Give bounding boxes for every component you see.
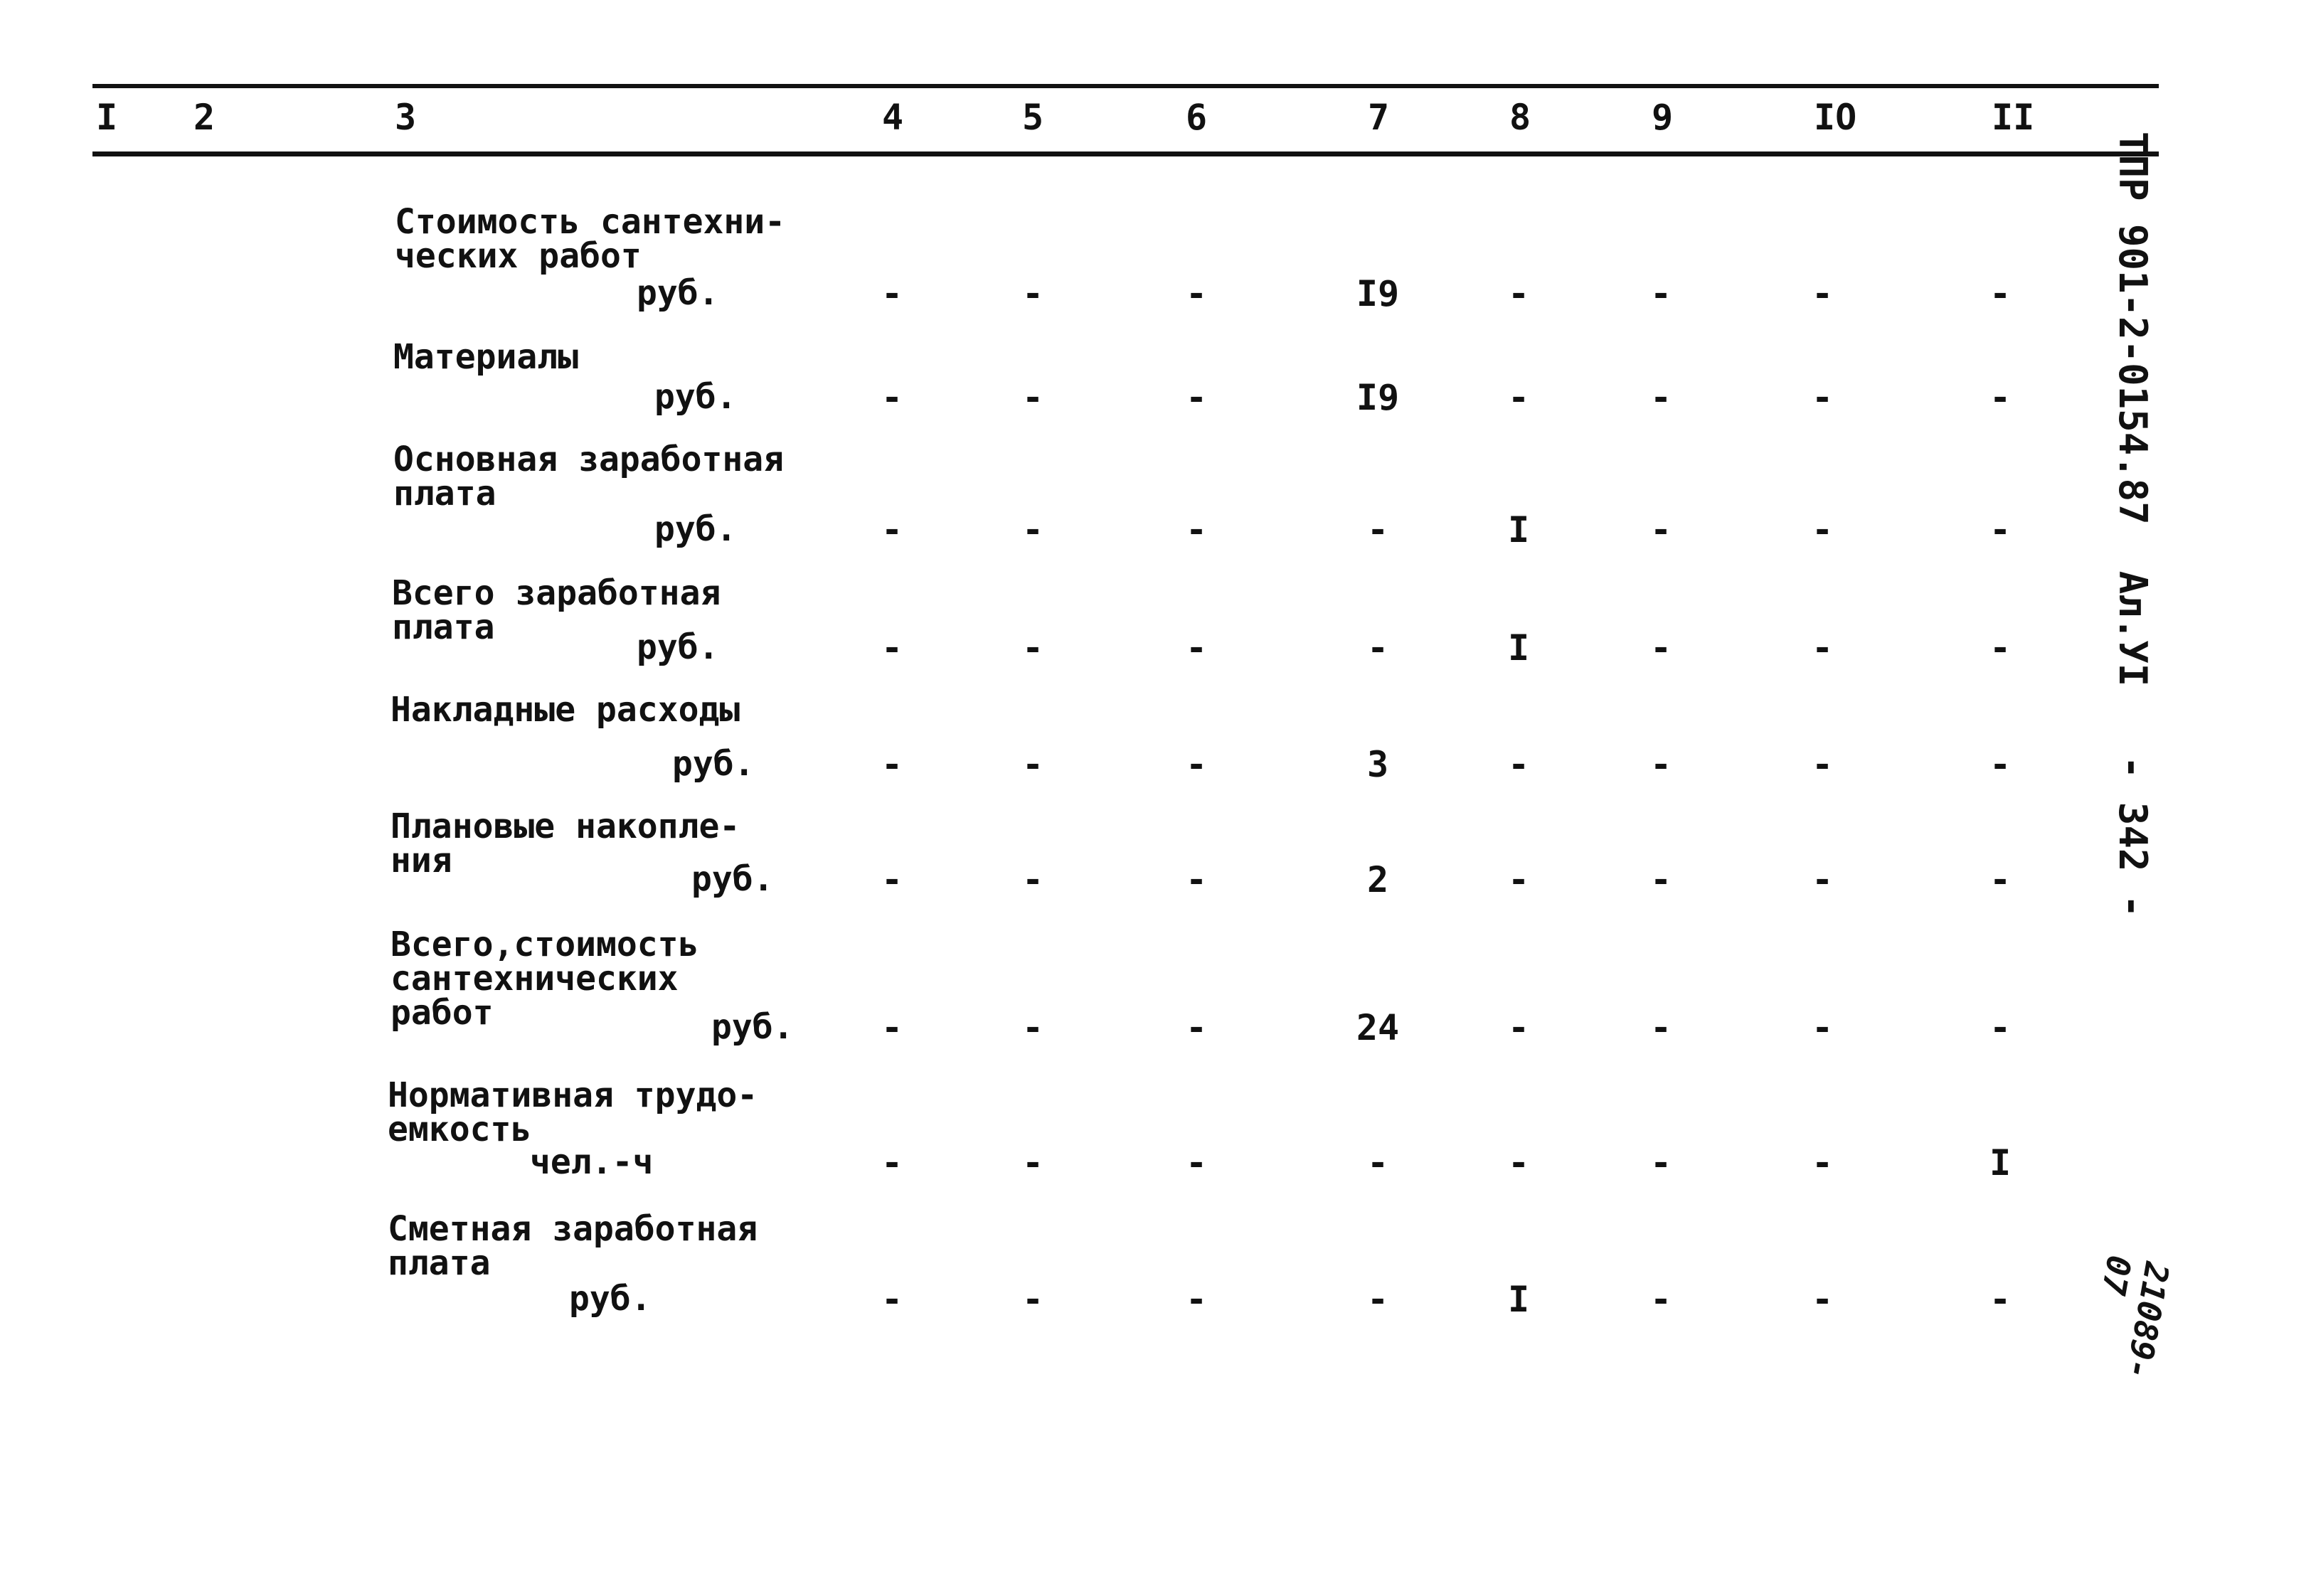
row-unit: руб. — [637, 627, 719, 667]
table-cell: - — [1366, 627, 1389, 669]
table-cell: - — [1649, 1142, 1672, 1183]
row-label: Всего,стоимость сантехнических работ — [391, 925, 699, 1033]
table-cell: - — [1185, 859, 1208, 900]
col-header-6: 6 — [1186, 97, 1208, 138]
table-cell: - — [1021, 1279, 1044, 1320]
table-cell: 24 — [1356, 1007, 1400, 1048]
table-cell: - — [1021, 859, 1044, 900]
row-label: Стоимость сантехни- ческих работ — [395, 202, 786, 276]
table-cell: - — [1649, 627, 1672, 669]
table-cell: - — [1021, 1007, 1044, 1048]
table-cell: - — [1507, 1007, 1530, 1048]
table-cell: - — [1185, 1279, 1208, 1320]
row-unit: руб. — [691, 859, 774, 899]
table-cell: - — [1021, 273, 1044, 314]
inventory-stamp: 21089-07 — [2094, 1252, 2177, 1383]
table-cell: I — [1507, 1279, 1530, 1320]
table-cell: - — [1366, 1142, 1389, 1183]
table-cell: - — [1989, 627, 2012, 669]
table-cell: - — [1649, 1007, 1672, 1048]
table-cell: - — [1649, 509, 1672, 550]
table-cell: I — [1507, 509, 1530, 550]
table-cell: - — [1649, 273, 1672, 314]
table-cell: - — [1507, 1142, 1530, 1183]
table-cell: - — [881, 1142, 903, 1183]
table-cell: - — [1649, 859, 1672, 900]
table-cell: - — [881, 1279, 903, 1320]
row-label: Сметная заработная плата — [388, 1209, 758, 1283]
table-cell: - — [1989, 1007, 2012, 1048]
table-cell: 3 — [1366, 744, 1389, 785]
document-code: ТПР 901-2-0154.87 Ал.УI - 342 - — [2110, 132, 2155, 918]
row-label: Плановые накопле- ния — [391, 807, 740, 881]
table-cell: - — [1507, 859, 1530, 900]
table-cell: - — [1185, 509, 1208, 550]
row-unit: руб. — [654, 509, 737, 549]
table-cell: - — [1649, 1279, 1672, 1320]
table-cell: - — [1989, 273, 2012, 314]
table-cell: - — [1021, 627, 1044, 669]
table-cell: - — [881, 1007, 903, 1048]
table-cell: - — [1811, 627, 1834, 669]
table-cell: - — [1811, 1007, 1834, 1048]
table-cell: - — [1811, 1279, 1834, 1320]
row-unit: руб. — [654, 377, 737, 417]
table-cell: - — [1989, 509, 2012, 550]
table-cell: 2 — [1366, 859, 1389, 900]
table-cell: - — [881, 509, 903, 550]
table-cell: - — [1185, 744, 1208, 785]
col-header-9: 9 — [1652, 97, 1674, 138]
table-cell: - — [1989, 744, 2012, 785]
col-header-11: II — [1992, 97, 2035, 138]
col-header-3: 3 — [395, 97, 417, 138]
row-unit: чел.-ч — [530, 1142, 654, 1182]
col-header-1: I — [96, 97, 118, 138]
table-cell: - — [1989, 377, 2012, 418]
table-cell: - — [881, 859, 903, 900]
table-cell: - — [1021, 1142, 1044, 1183]
col-header-2: 2 — [193, 97, 216, 138]
table-cell: - — [1185, 1142, 1208, 1183]
col-header-8: 8 — [1509, 97, 1531, 138]
table-cell: - — [881, 627, 903, 669]
table-cell: - — [881, 377, 903, 418]
table-cell: - — [1185, 377, 1208, 418]
table-cell: - — [1021, 377, 1044, 418]
table-cell: - — [1507, 273, 1530, 314]
col-header-4: 4 — [882, 97, 904, 138]
row-label: Накладные расходы — [391, 690, 740, 730]
table-cell: - — [1366, 509, 1389, 550]
row-unit: руб. — [711, 1007, 794, 1047]
table-cell: - — [1185, 273, 1208, 314]
row-label: Нормативная трудо- емкость — [388, 1075, 758, 1149]
row-label: Материалы — [393, 337, 579, 377]
col-header-5: 5 — [1022, 97, 1044, 138]
table-cell: - — [1507, 744, 1530, 785]
row-unit: руб. — [637, 273, 719, 313]
table-cell: - — [1811, 1142, 1834, 1183]
col-header-7: 7 — [1368, 97, 1390, 138]
table-cell: - — [1811, 744, 1834, 785]
table-cell: - — [1989, 859, 2012, 900]
row-label: Основная заработная плата — [393, 440, 785, 514]
table-cell: I — [1507, 627, 1530, 669]
col-header-10: IO — [1814, 97, 1857, 138]
table-cell: - — [1811, 273, 1834, 314]
row-label: Всего заработная плата — [392, 573, 721, 647]
table-cell: - — [1811, 377, 1834, 418]
table-cell: I — [1989, 1142, 2012, 1183]
table-cell: I9 — [1356, 273, 1400, 314]
table-cell: I9 — [1356, 377, 1400, 418]
table-cell: - — [1185, 627, 1208, 669]
row-unit: руб. — [672, 744, 755, 784]
table-cell: - — [1811, 509, 1834, 550]
header-rule — [92, 151, 2159, 156]
table-cell: - — [1021, 744, 1044, 785]
table-cell: - — [1366, 1279, 1389, 1320]
table-cell: - — [1507, 377, 1530, 418]
table-cell: - — [1811, 859, 1834, 900]
table-cell: - — [1989, 1279, 2012, 1320]
table-cell: - — [1021, 509, 1044, 550]
table-cell: - — [1649, 377, 1672, 418]
table-cell: - — [1185, 1007, 1208, 1048]
table-cell: - — [1649, 744, 1672, 785]
top-rule — [92, 84, 2159, 88]
table-cell: - — [881, 744, 903, 785]
table-cell: - — [881, 273, 903, 314]
row-unit: руб. — [569, 1279, 652, 1319]
